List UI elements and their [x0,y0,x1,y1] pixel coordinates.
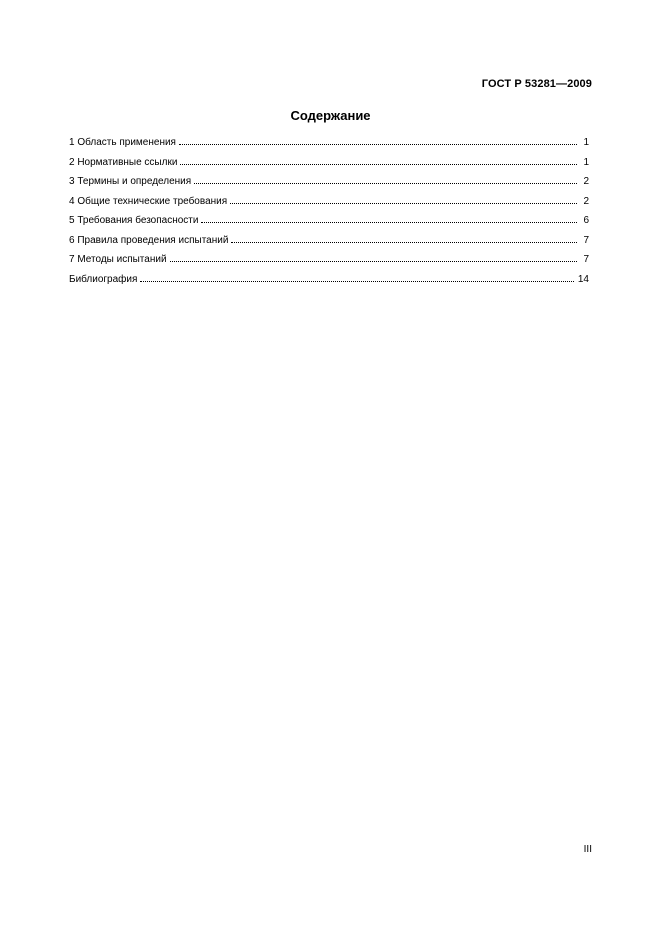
toc-entry[interactable] [69,254,589,274]
toc-entry-label: 5 Требования безопасности [69,215,199,226]
toc-entry[interactable] [69,157,589,177]
dot-leader [194,183,577,184]
toc-entry-label: 1 Область применения [69,137,176,148]
toc-entry-label: Библиография [69,273,138,285]
dot-leader [179,144,577,145]
toc-entry-page: 2 [583,195,589,207]
toc-entry-page: 6 [583,215,589,226]
dot-leader [201,222,577,223]
toc-entry-label: 6 Правила проведения испытаний [69,234,229,246]
toc-entry-page: 14 [577,273,589,285]
toc-title: Содержание [290,108,371,123]
toc-entry-label: 7 Методы испытаний [69,254,167,265]
toc-entry[interactable] [69,215,589,235]
toc-entry-page: 2 [583,176,589,187]
toc-entry[interactable] [69,137,589,157]
dot-leader [230,203,577,204]
toc-entry[interactable] [69,176,589,196]
toc-entry-page: 7 [583,254,589,265]
toc-entry[interactable] [69,235,589,255]
dot-leader [231,242,577,243]
toc-entry[interactable] [69,196,589,216]
toc-entry-page: 1 [583,156,589,168]
toc-entry-label: 2 Нормативные ссылки [69,156,178,168]
toc-entry-label: 3 Термины и определения [69,176,192,187]
toc-entry-page: 7 [583,234,589,246]
table-of-contents [69,137,589,293]
dot-leader [180,164,577,165]
toc-entry-page: 1 [583,137,589,148]
document-code: ГОСТ Р 53281—2009 [481,78,592,90]
dot-leader [170,261,577,262]
toc-entry[interactable] [69,274,589,294]
dot-leader [140,281,573,282]
toc-entry-label: 4 Общие технические требования [69,195,228,207]
page-number: III [583,844,592,855]
